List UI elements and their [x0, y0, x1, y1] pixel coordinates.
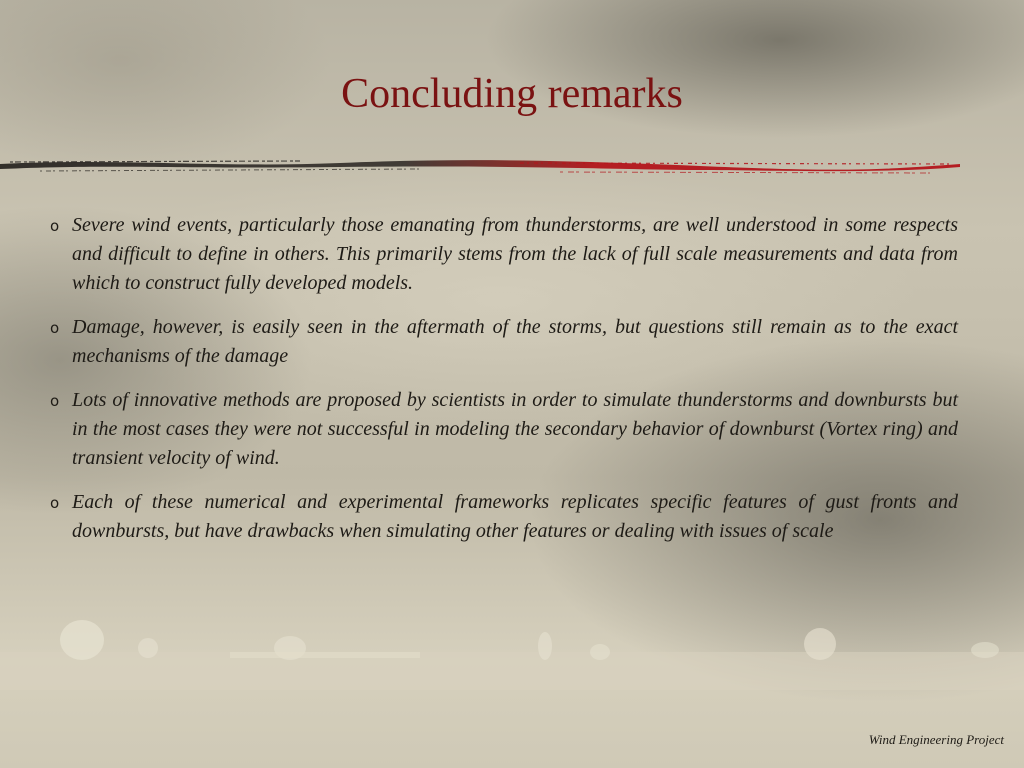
bullet-text: Each of these numerical and experimental frameworks replicates specific features of gust fronts and downbursts, but have drawbacks when simulating other features or dealing with issues of scale: [72, 491, 958, 542]
bullet-item: [50, 313, 958, 371]
horizon-treeline: [0, 600, 1024, 690]
bullet-item: [50, 211, 958, 298]
footer-label: Wind Engineering Project: [868, 732, 1004, 747]
bullet-marker: o: [50, 494, 60, 512]
bullet-item: [50, 386, 958, 473]
bullet-item: [50, 488, 958, 546]
bullet-marker: o: [50, 217, 60, 235]
bullet-text: Damage, however, is easily seen in the aftermath of the storms, but questions still remain as to the exact mechanisms of the damage: [72, 316, 958, 367]
bullet-text: Lots of innovative methods are proposed by scientists in order to simulate thunderstorms and downbursts but in the most cases they were not successful in modeling the secondary behavior of downburst (Vortex ring) and transient velocity of wind.: [72, 389, 958, 469]
bullet-list: [50, 211, 958, 561]
slide-title: Concluding remarks: [341, 71, 683, 117]
brush-stroke-divider: [0, 152, 1024, 184]
bullet-marker: o: [50, 319, 60, 337]
bullet-marker: o: [50, 392, 60, 410]
bullet-text: Severe wind events, particularly those emanating from thunderstorms, are well understood in some respects and difficult to define in others. This primarily stems from the lack of full scale measurements and data from which to construct fully developed models.: [72, 214, 958, 294]
